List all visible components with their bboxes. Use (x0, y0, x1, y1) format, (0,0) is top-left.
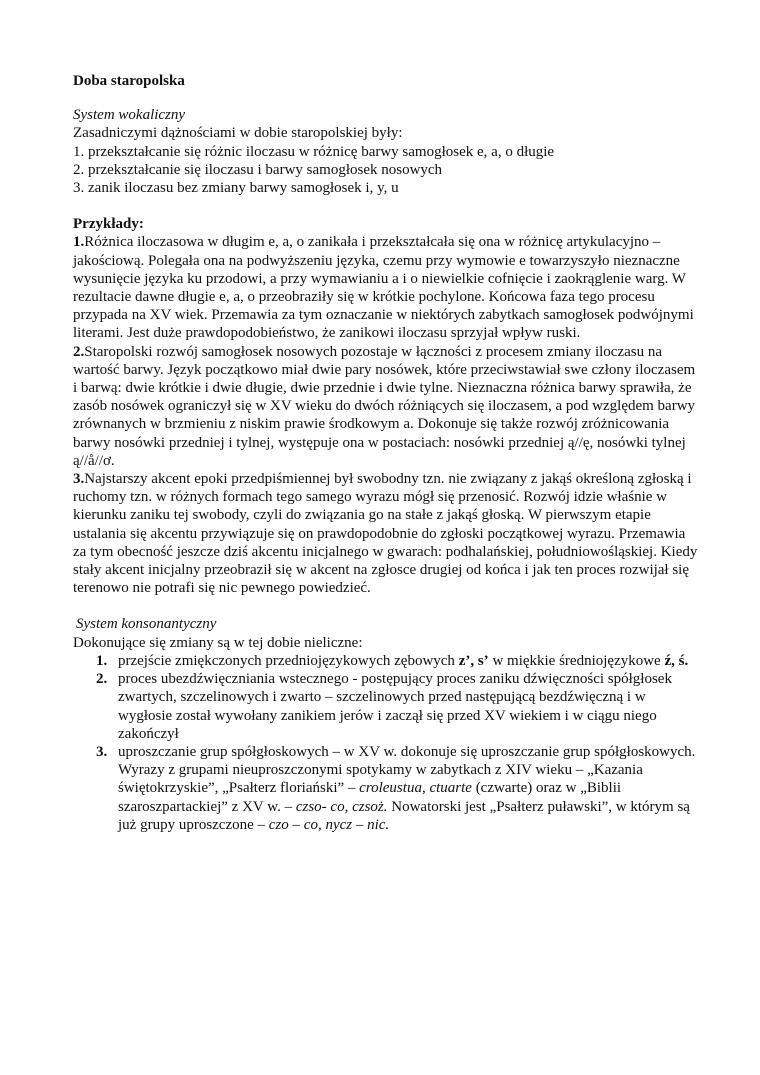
vocalic-point-2: 2. przekształcanie się iloczasu i barwy samogłosek nosowych (73, 161, 443, 178)
list-item-text: przejście zmiękczonych przedniojęzykowych zębowych (118, 652, 459, 669)
example-text: Różnica iloczasowa w długim e, a, o zanikała i przekształcała się ona w różnicę artykulacyjno – jakościową. Polegała ona na podwyższeniu języka, czemu przy wymowie e towarzyszyło nieznaczne wysunięcie języka ku przodowi, a przy wymawianiu a i o niewielkie cofnięcie i zaokrąglenie warg. W rezultacie dawne długie e, a, o przeobraziły się w krótkie pochylone. Końcowa faza tego procesu przypada na XV wiek. Przemawia za tym oznaczanie w niektórych zabytkach samogłosek podwójnymi literami. Jest duże prawdopodobieństwo, że zanikowi iloczasu sprzyjał wpływ ruski. (73, 234, 694, 342)
list-item (96, 743, 698, 834)
spacer (73, 197, 698, 215)
consonantal-heading: System konsonantyczny (76, 616, 217, 633)
example-number: 3. (73, 471, 85, 488)
vocalic-point-1: 1. przekształcanie się różnic iloczasu w różnicę barwy samogłosek e, a, o długie (73, 143, 555, 160)
list-item-text: uproszczanie grup spółgłoskowych – w XV w. dokonuje się uproszczanie grup spółgłoskowych. Wyrazy z grupami nieuproszczonymi spotykamy w zabytkach z XIV wieku – „Kazania świętokrzyskie”, „Psałterz floriański” – (118, 743, 696, 797)
list-item-text: proces ubezdźwięczniania wstecznego - postępujący proces zaniku dźwięczności spółgłosek zwartych, szczelinowych i zwarto – szczelinowych przed następującą bezdźwięczną i w wygłosie został wywołany zanikiem jerów i zaczął się przed XV wiekiem i w ciągu niego zakończył (118, 671, 672, 742)
consonantal-intro: Dokonujące się zmiany są w tej dobie nieliczne: (73, 634, 363, 651)
list-item-text: (czwarte) oraz w „Biblii szaroszpartackiej” z XV w. – (118, 780, 622, 815)
vocalic-intro: Zasadniczymi dążnościami w dobie staropolskiej były: (73, 125, 403, 142)
list-item-text: Nowatorski jest „Psałterz puławski”, w którym są już grupy uproszczone – (118, 798, 690, 833)
list-item-text: w miękkie średniojęzykowe (488, 652, 665, 669)
consonantal-list (73, 652, 698, 834)
example-text: Najstarszy akcent epoki przedpiśmiennej był swobodny tzn. nie związany z jakąś określoną zgłoską i ruchomy tzn. w różnych formach tego samego wyrazu mógł się przenosić. Rozwój idzie właśnie w kierunku zaniku tej swobody, czyli do związania go na stałe z jakąś głoską. W pierwszym etapie ustalania się akcentu przywiązuje się on prawdopodobnie do zgłoski początkowej wyrazu. Przemawia za tym obecność jeszcze dziś akcentu inicjalnego w gwarach: podhalańskiej, południowośląskiej. Kiedy stały akcent inicjalny przeobraził się w akcent na zgłosce drugiej od końca i jak ten proces rozwijał się terenowo nie potrafi się nic pewnego powiedzieć. (73, 471, 698, 597)
list-item-number: 2. (96, 671, 108, 688)
example-paragraph-1 (73, 233, 698, 342)
italic-example: croleustua, ctuarte (359, 780, 472, 797)
examples-heading: Przykłady: (73, 216, 144, 233)
list-item-number: 1. (96, 652, 108, 669)
list-item-number: 3. (96, 743, 108, 760)
bold-consonants: z’, s’ (458, 652, 489, 669)
example-number: 1. (73, 234, 85, 251)
italic-example: czso- co, czsoż. (295, 798, 388, 815)
page-title: Doba staropolska (73, 73, 185, 89)
vocalic-heading: System wokaliczny (73, 107, 186, 124)
vocalic-point-3: 3. zanik iloczasu bez zmiany barwy samogłosek i, y, u (73, 180, 399, 197)
italic-example: czo – co, nycz – nic. (268, 816, 390, 833)
example-paragraph-2 (73, 343, 698, 470)
example-paragraph-3 (73, 470, 698, 597)
list-item (96, 670, 698, 743)
example-text: Staropolski rozwój samogłosek nosowych pozostaje w łączności z procesem zmiany iloczasu na wartość barwy. Język początkowo miał dwie pary nosówek, które przeciwstawiał swe człony iloczasem i barwą: dwie krótkie i dwie długie, dwie przednie i dwie tylne. Nieznaczna różnica barwy sprawiła, że zasób nosówek ograniczył się w XV wieku do dwóch różniących się iloczasem, a pod względem barwy zrównanych w brzmieniu z niskim prawie środkowym a. Dokonuje się także rozwój zróżnicowania barwy nosówki przedniej i tylnej, występuje ona w postaciach: nosówki przedniej ą//ę, nosówki tylnej ą//å//ơ. (73, 343, 696, 469)
spacer (73, 597, 698, 615)
example-number: 2. (73, 343, 85, 360)
list-item (96, 652, 698, 670)
bold-consonants: ź, ś. (664, 652, 689, 669)
